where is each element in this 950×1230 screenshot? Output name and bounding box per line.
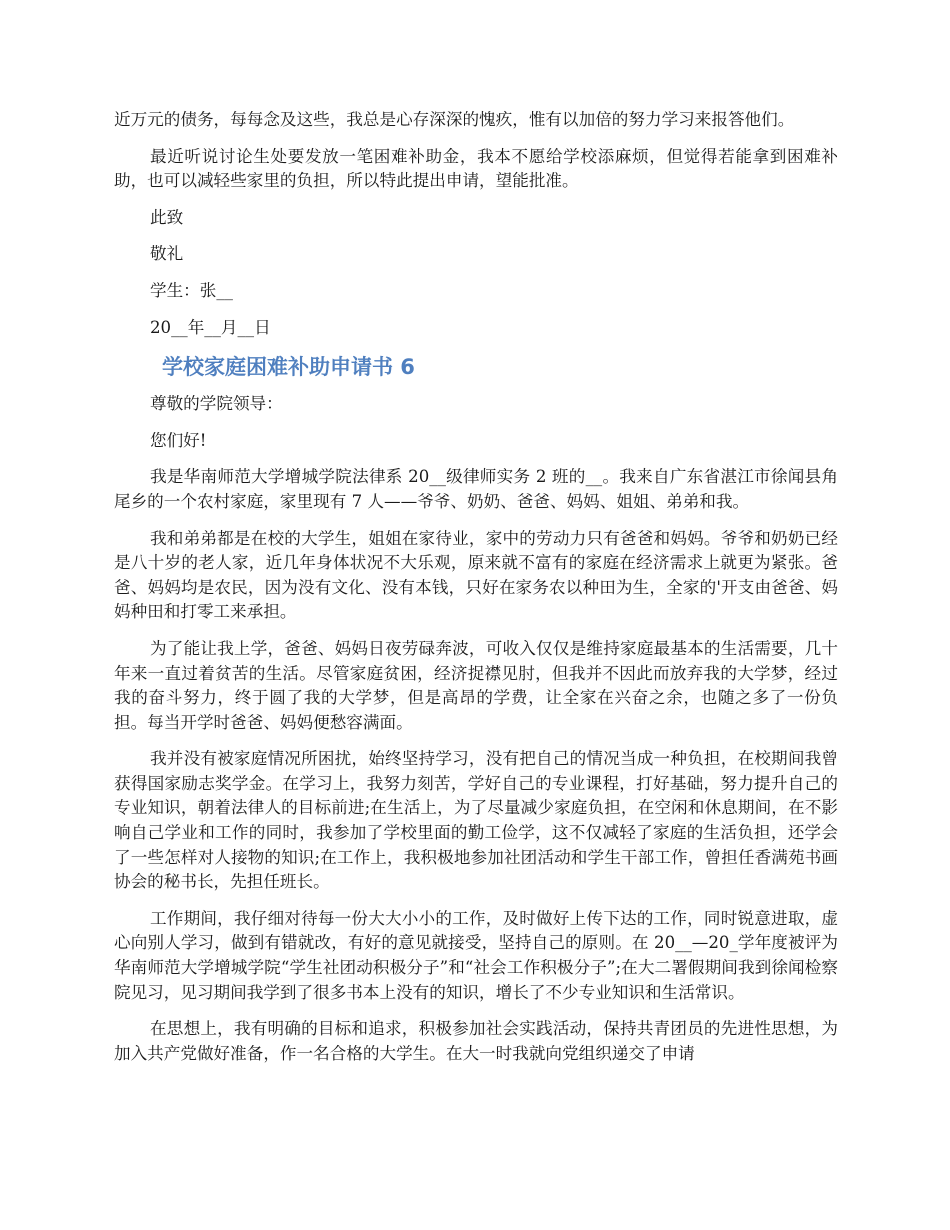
closing-line-cizhi: 此致 xyxy=(150,207,184,227)
body-paragraph: 工作期间，我仔细对待每一份大大小小的工作，及时做好上传下达的工作，同时锐意进取，虚心向别人学习，做到有错就改，有好的意见就接受，坚持自己的原则。在 20__—20_学年度被评为华南师范大学增城学院“学生社团动积极分子”和“社会工作积极分子”;在大二署假期间我到徐闻检察院见习，见习期间我学到了很多书本上没有的知识，增长了不少专业知识和生活常识。 xyxy=(114,908,838,1002)
salutation: 尊敬的学院领导： xyxy=(150,394,283,414)
body-paragraph: 在思想上，我有明确的目标和追求，积极参加社会实践活动，保持共青团员的先进性思想，为加入共产党做好准备，作一名合格的大学生。在大一时我就向党组织递交了申请 xyxy=(114,1019,838,1063)
signature-line: 学生：张__ xyxy=(150,280,233,300)
document-body xyxy=(114,108,838,1078)
date-line: 20__年__月__日 xyxy=(150,317,271,337)
body-paragraph: 我和弟弟都是在校的大学生，姐姐在家待业，家中的劳动力只有爸爸和妈妈。爷爷和奶奶已经是八十岁的老人家，近几年身体状况不大乐观，原来就不富有的家庭在经济需求上就更为紧张。爸爸、妈妈均是农民，因为没有文化、没有本钱，只好在家务农以种田为生，全家的'开支由爸爸、妈妈种田和打零工来承担。 xyxy=(114,528,838,622)
body-paragraph: 我并没有被家庭情况所困扰，始终坚持学习，没有把自己的情况当成一种负担，在校期间我曾获得国家励志奖学金。在学习上，我努力刻苦，学好自己的专业课程，打好基础，努力提升自己的专业知识，朝着法律人的目标前进;在生活上，为了尽量减少家庭负担，在空闲和休息期间，在不影响自己学业和工作的同时，我参加了学校里面的勤工俭学，这不仅减轻了家庭的生活负担，还学会了一些怎样对人接物的知识;在工作上，我积极地参加社团活动和学生干部工作，曾担任香满苑书画协会的秘书长，先担任班长。 xyxy=(114,749,838,892)
continuation-paragraph: 近万元的债务，每每念及这些，我总是心存深深的愧疚，惟有以加倍的努力学习来报答他们。 xyxy=(114,110,795,129)
body-paragraph: 为了能让我上学，爸爸、妈妈日夜劳碌奔波，可收入仅仅是维持家庭最基本的生活需要，几十年来一直过着贫苦的生活。尽管家庭贫困，经济捉襟见肘，但我并不因此而放弃我的大学梦，经过我的奋斗努力，终于圆了我的大学梦，但是高昂的学费，让全家在兴奋之余，也随之多了一份负担。每当开学时爸爸、妈妈便愁容满面。 xyxy=(114,638,838,732)
section-title: 学校家庭困难补助申请书 6 xyxy=(162,355,415,380)
body-paragraph: 我是华南师范大学增城学院法律系 20__级律师实务 2 班的__。我来自广东省湛江市徐闻县角尾乡的一个农村家庭，家里现有 7 人——爷爷、奶奶、爸爸、妈妈、姐姐、弟弟和我。 xyxy=(114,467,838,511)
greeting: 您们好! xyxy=(150,430,207,450)
request-paragraph: 最近听说讨论生处要发放一笔困难补助金，我本不愿给学校添麻烦，但觉得若能拿到困难补助，也可以减轻些家里的负担，所以特此提出申请，望能批准。 xyxy=(114,146,838,191)
closing-line-jingli: 敬礼 xyxy=(150,244,184,264)
